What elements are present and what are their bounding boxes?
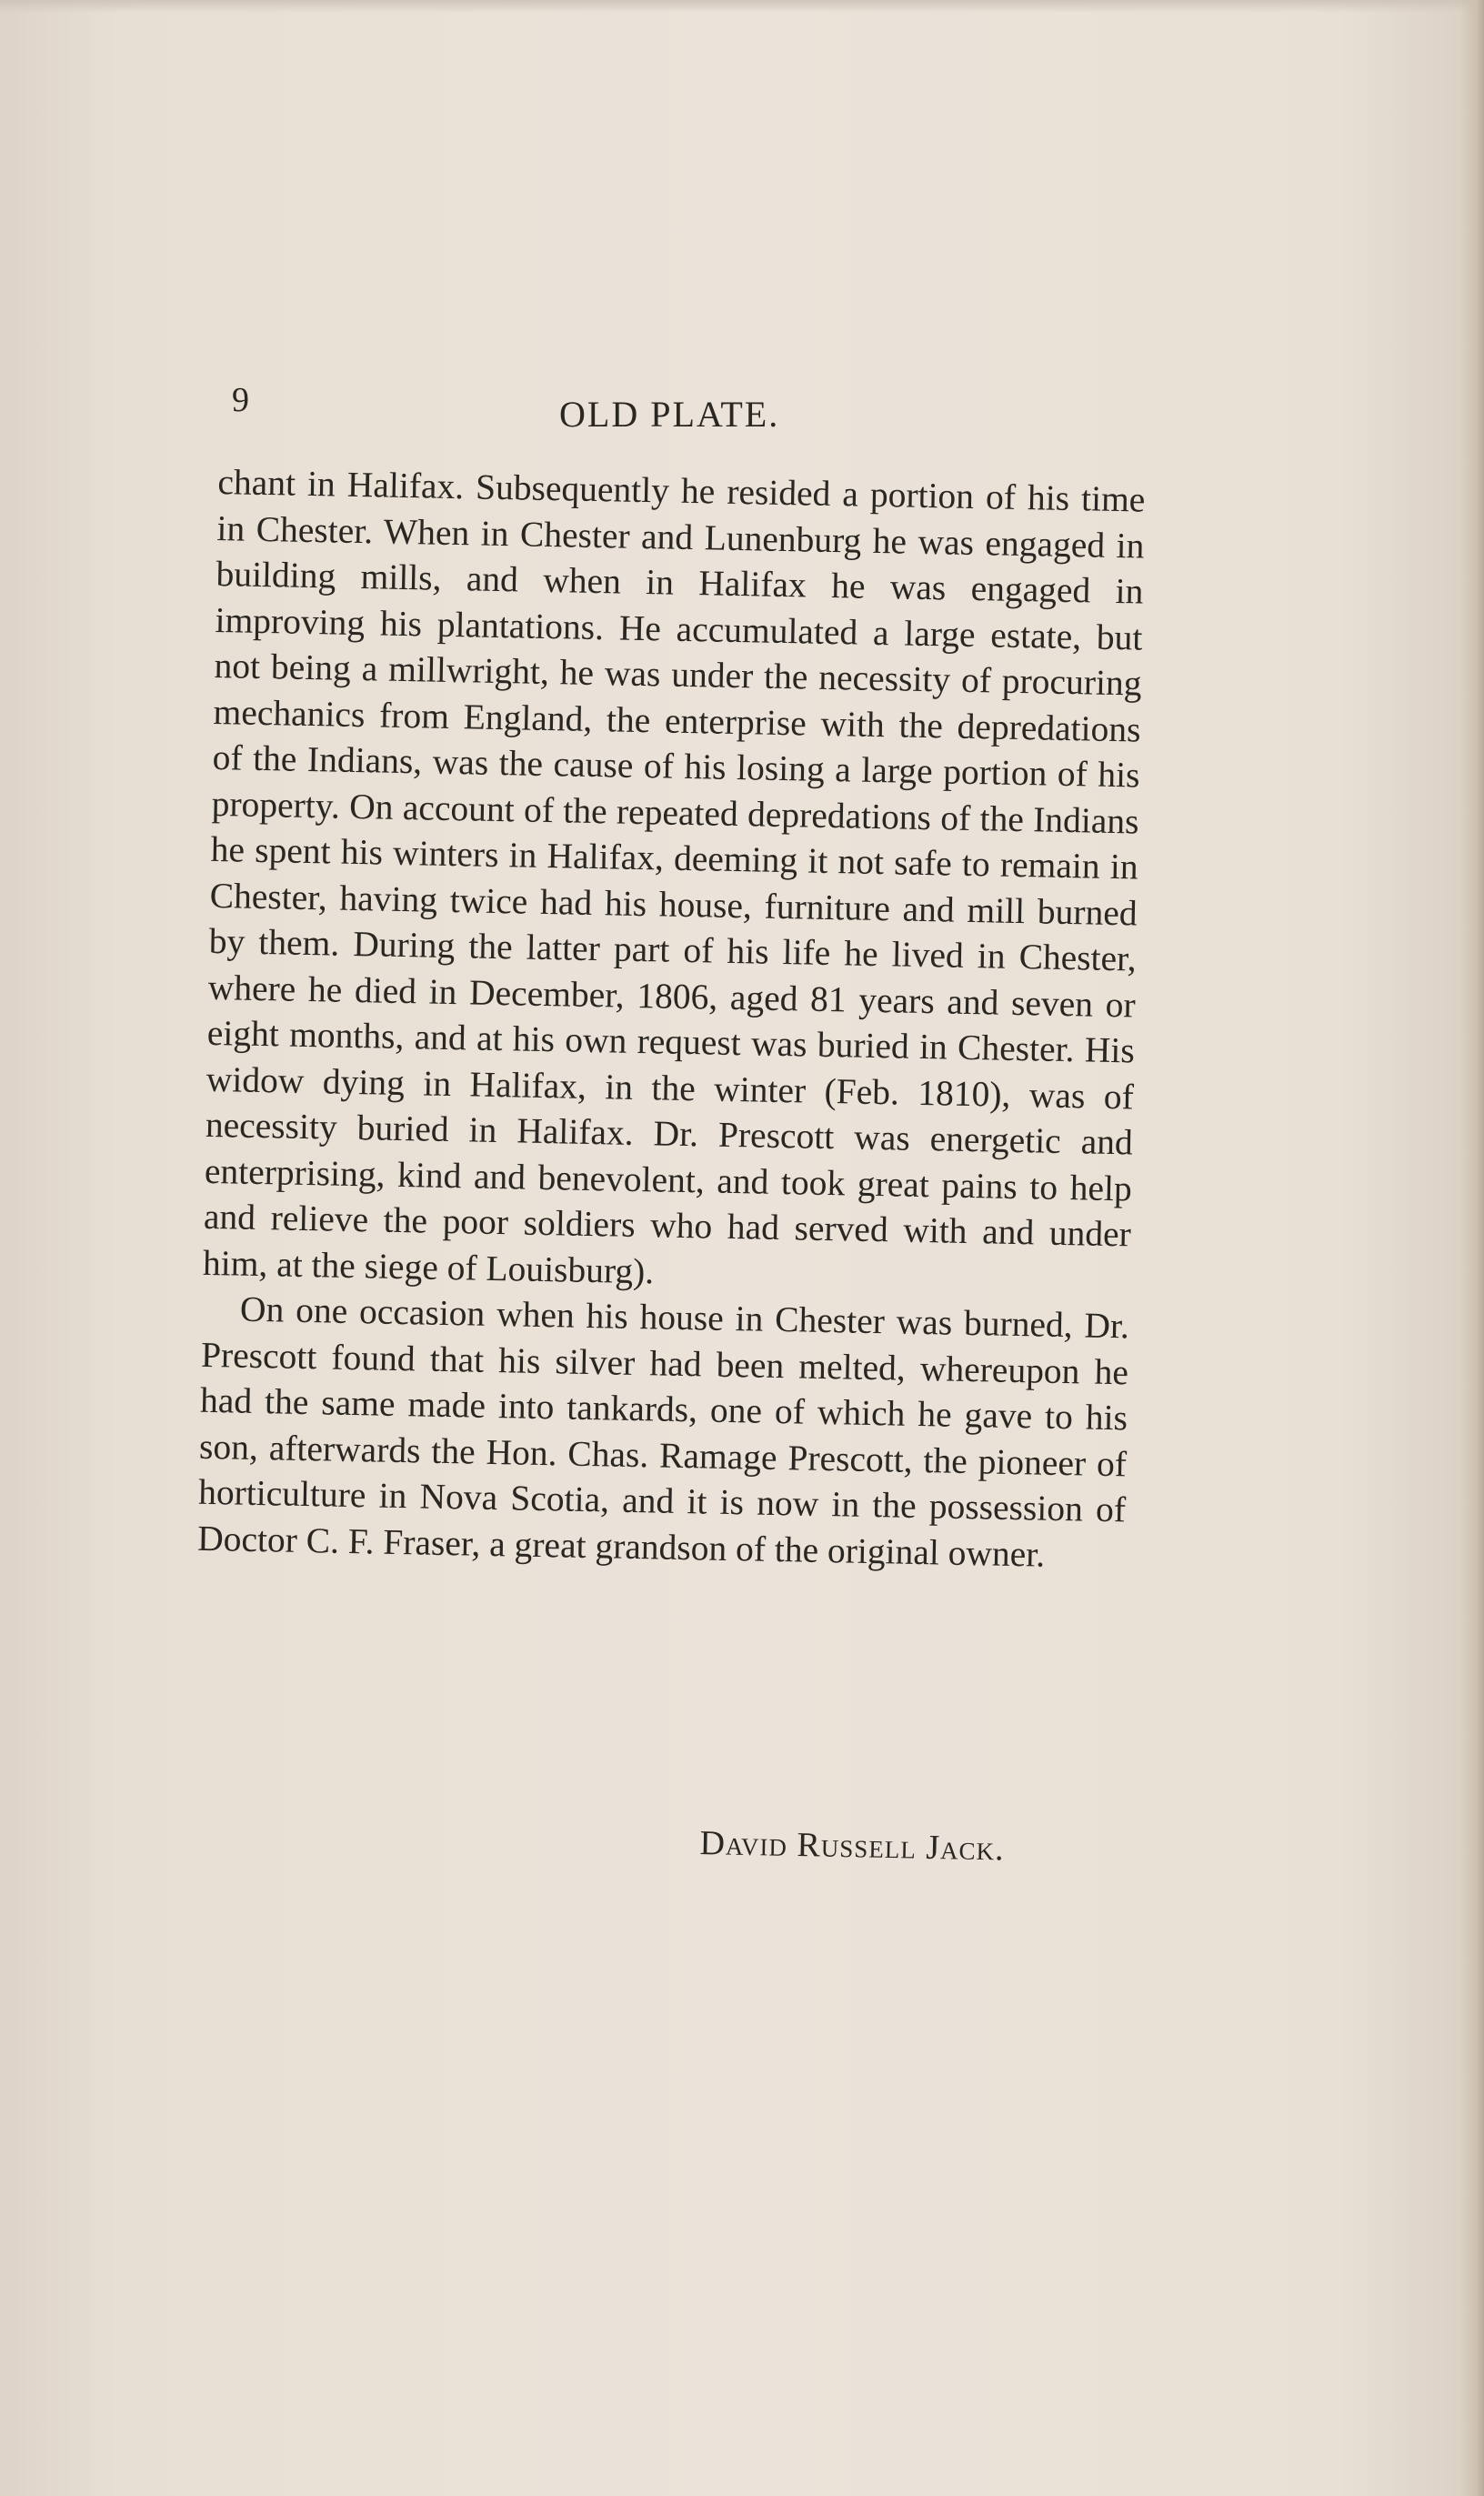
author-signature: David Russell Jack.	[699, 1823, 1006, 1869]
paragraph-1: chant in Halifax. Subsequently he resided a portion of his time in Chester. When in Chester and Lunenburg he was engaged in building mills, and when in Halifax he was engaged in improving his plantations. He accumulated a large estate, but not being a millwright, he was under the necessity of procuring mechanics from England, the enterprise with the depredations of the Indians, was the cause of his losing a large portion of his property. On account of the repeated depredations of the Indians he spent his winters in Halifax, deeming it not safe to remain in Chester, having twice had his house, furniture and mill burned by them. During the latter part of his life he lived in Chester, where he died in December, 1806, aged 81 years and seven or eight months, and at his own request was buried in Chester. His widow dying in Halifax, in the winter (Feb. 1810), was of necessity buried in Halifax. Dr. Prescott was energetic and enterprising, kind and benevolent, and took great pains to help and relieve the poor soldiers who had served with and under him, at the siege of Louisburg).	[202, 461, 1146, 1291]
page-header	[232, 380, 1141, 435]
page-right-edge-shadow	[1460, 0, 1484, 2496]
running-head: OLD PLATE.	[559, 394, 780, 435]
paragraph-2: On one occasion when his house in Chester was burned, Dr. Prescott found that his silver had been melted, whereupon he had the same made into tankards, one of which he gave to his son, afterwards the Hon. Chas. Ramage Prescott, the pioneer of horticulture in Nova Scotia, and it is now in the possession of Doctor C. F. Fraser, a great grandson of the original owner.	[196, 1288, 1130, 1575]
page-top-shadow	[0, 0, 1484, 13]
page-number: 9	[232, 381, 250, 419]
body-text	[197, 459, 1146, 1579]
